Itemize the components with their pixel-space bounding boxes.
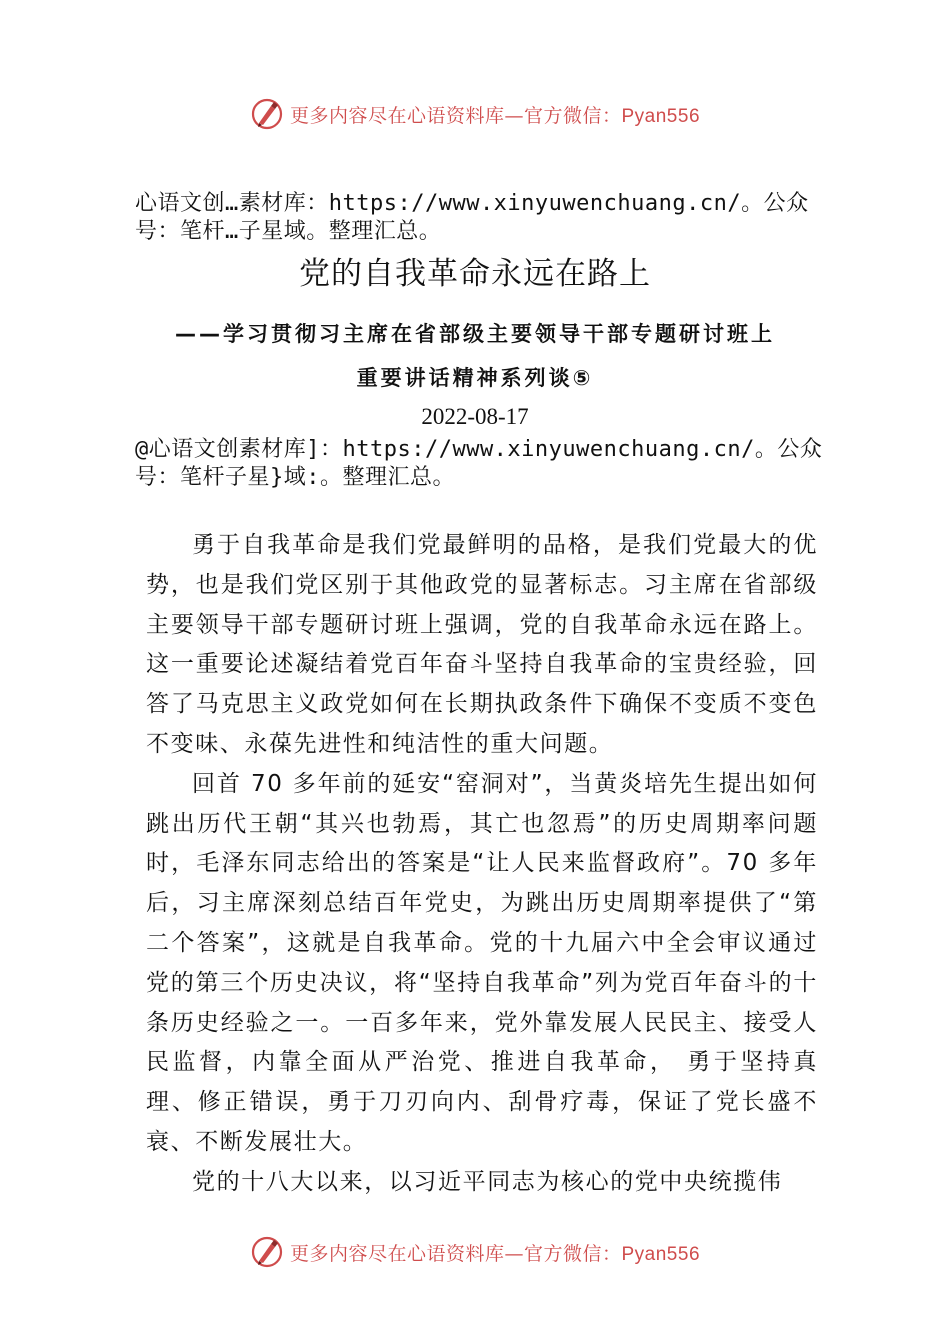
article-subtitle-line1: ——学习贯彻习主席在省部级主要领导干部专题研讨班上 <box>175 322 775 346</box>
source-note-1: 心语文创…素材库：https://www.xinyuwenchuang.cn/。公众号：笔杆…子星域。整理汇总。 <box>135 191 809 244</box>
article-date: 2022-08-17 <box>421 404 529 429</box>
watermark-banner-top <box>0 92 950 136</box>
watermark-banner-bottom <box>0 1230 950 1274</box>
article-title: 党的自我革命永远在路上 <box>299 256 651 292</box>
article-subtitle-line2: 重要讲话精神系列谈⑤ <box>356 366 594 390</box>
article-body <box>146 526 818 1203</box>
paragraph-3: 党的十八大以来，以习近平同志为核心的党中央统揽伟 <box>192 1168 783 1195</box>
source-note-2: @心语文创素材库]：https://www.xinyuwenchuang.cn/。公众号：笔杆子星}域:。整理汇总。 <box>135 437 823 490</box>
watermark-text: 更多内容尽在心语资料库—官方微信：Pyan556 <box>289 1242 701 1265</box>
pen-logo-icon <box>250 97 284 131</box>
paragraph-1: 勇于自我革命是我们党最鲜明的品格，是我们党最大的优势，也是我们党区别于其他政党的显著标志。习主席在省部级主要领导干部专题研讨班上强调，党的自我革命永远在路上。这一重要论述凝结着党百年奋斗坚持自我革命的宝贵经验，回答了马克思主义政党如何在长期执政条件下确保不变质不变色不变味、永葆先进性和纯洁性的重大问题。 <box>146 532 818 757</box>
pen-logo-icon <box>250 1235 284 1269</box>
watermark-text: 更多内容尽在心语资料库—官方微信：Pyan556 <box>289 104 701 127</box>
wechat-id: Pyan556 <box>621 1243 701 1265</box>
wechat-id: Pyan556 <box>621 105 701 127</box>
paragraph-2: 回首 70 多年前的延安“窑洞对”，当黄炎培先生提出如何跳出历代王朝“其兴也勃焉，其亡也忽焉”的历史周期率问题时，毛泽东同志给出的答案是“让人民来监督政府”。70 多年后，习主席深刻总结百年党史，为跳出历史周期率提供了“第二个答案”，这就是自我革命。党的十九届六中全会审议通过党的第三个历史决议，将“坚持自我革命”列为党百年奋斗的十条历史经验之一。一百多年来，党外靠发展人民民主、接受人民监督，内靠全面从严治党、推进自我革命， 勇于坚持真理、修正错误，勇于刀刃向内、刮骨疗毒，保证了党长盛不衰、不断发展壮大。 <box>146 770 818 1155</box>
